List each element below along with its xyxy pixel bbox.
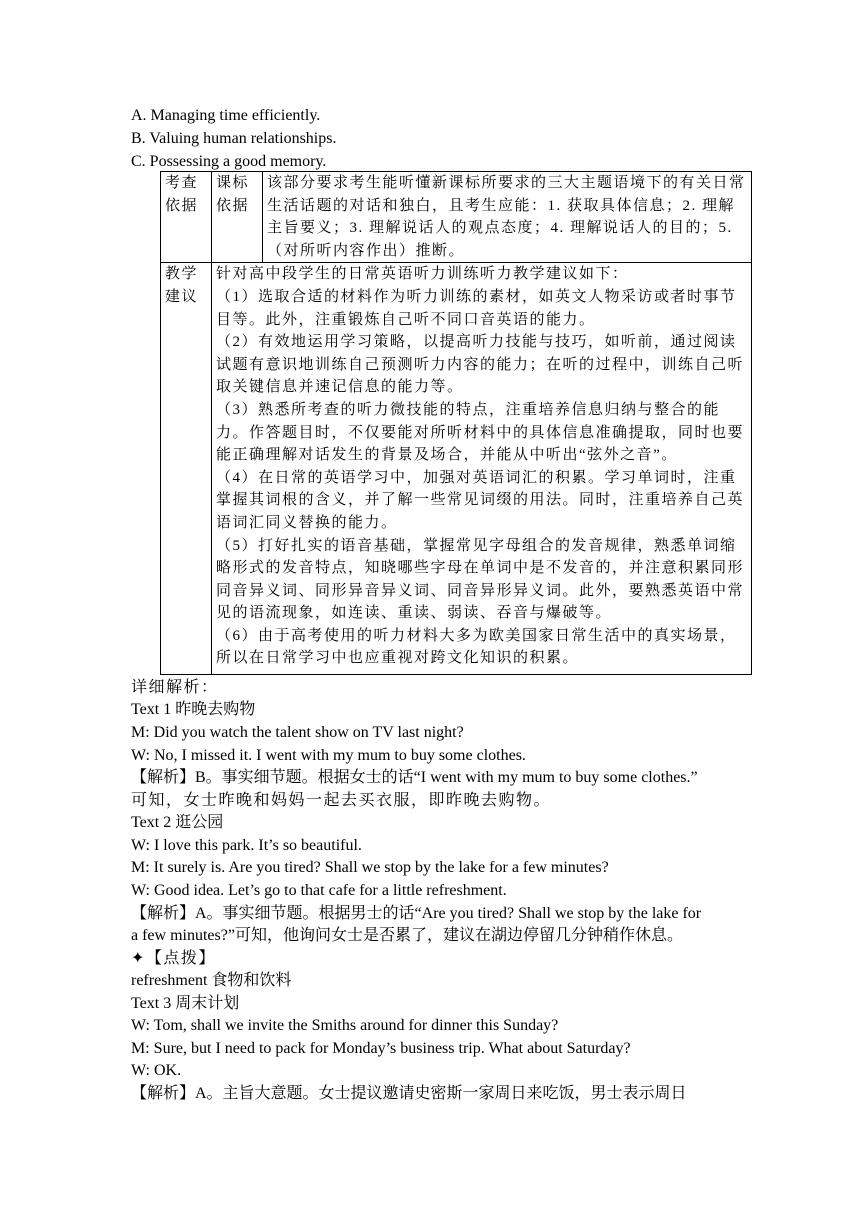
suggestion-paragraph: （1）选取合适的材料作为听力训练的素材，如英文人物采访或者时事节目等。此外，注重锻炼自己听不同口音英语的能力。 (216, 288, 737, 328)
option-a: A. Managing time efficiently. (131, 107, 321, 124)
dialogue-line: M: Did you watch the talent show on TV last night? (131, 724, 464, 741)
analysis-line: 【解析】A。主旨大意题。女士提议邀请史密斯一家周日来吃饭，男士表示周日 (131, 1085, 687, 1102)
table-content-cell (212, 263, 752, 675)
suggestion-paragraph: （5）打好扎实的语音基础，掌握常见字母组合的发音规律，熟悉单词缩略形式的发音特点，知晓哪些字母在单词中是不发音的，并注意积累同形同音异义词、同形异音异义词、同音异形异义词。此外，要熟悉英语中常见的语流现象，如连读、重读、弱读、吞音与爆破等。 (216, 537, 745, 622)
analysis-table (160, 171, 752, 675)
analysis-line: 可知，女士昨晚和妈妈一起去买衣服，即昨晚去购物。 (131, 792, 552, 809)
option-b: B. Valuing human relationships. (131, 130, 337, 147)
dialogue-line: W: Good idea. Let’s go to that cafe for a little refreshment. (131, 882, 507, 899)
text-heading: Text 2 逛公园 (131, 814, 224, 831)
dialogue-line: M: Sure, but I need to pack for Monday’s business trip. What about Saturday? (131, 1040, 631, 1057)
dialogue-line: W: OK. (131, 1062, 182, 1079)
option-c: C. Possessing a good memory. (131, 153, 327, 170)
vocab-note: refreshment 食物和饮料 (131, 972, 292, 989)
dialogue-line: W: No, I missed it. I went with my mum to buy some clothes. (131, 747, 526, 764)
dialogue-line: W: Tom, shall we invite the Smiths around for dinner this Sunday? (131, 1017, 559, 1034)
dialogue-line: M: It surely is. Are you tired? Shall we stop by the lake for a few minutes? (131, 859, 609, 876)
suggestion-paragraph: （2）有效地运用学习策略，以提高听力技能与技巧，如听前，通过阅读试题有意识地训练自己预测听力内容的能力；在听的过程中，训练自己听取关键信息并速记信息的能力等。 (216, 334, 745, 396)
analysis-line: 【解析】B。事实细节题。根据女士的话“I went with my mum to buy some clothes.” (131, 769, 698, 786)
table-header-cell: 教学建议 (161, 263, 212, 675)
table-header-cell: 考查依据 (161, 172, 212, 263)
table-header-cell: 课标依据 (212, 172, 263, 263)
suggestion-paragraph: 针对高中段学生的日常英语听力训练听力教学建议如下： (216, 266, 629, 283)
suggestion-paragraph: （3）熟悉所考查的听力微技能的特点，注重培养信息归纳与整合的能力。作答题目时，不仅要能对所听材料中的具体信息准确提取，同时也要能正确理解对话发生的背景及场合，并能从中听出“弦外之音”。 (216, 401, 745, 464)
analysis-line: 【解析】A。事实细节题。根据男士的话“Are you tired? Shall we stop by the lake for (131, 905, 702, 922)
dialogue-line: W: I love this park. It’s so beautiful. (131, 837, 362, 854)
tip-heading: ✦【点拨】 (131, 950, 216, 967)
suggestion-paragraph: （4）在日常的英语学习中，加强对英语词汇的积累。学习单词时，注重掌握其词根的含义，并了解一些常见词缀的用法。同时，注重培养自己英语词汇同义替换的能力。 (216, 469, 745, 531)
analysis-line: a few minutes?”可知，他询问女士是否累了，建议在湖边停留几分钟稍作休息。 (131, 927, 683, 944)
section-heading: 详细解析： (131, 679, 219, 696)
table-row (161, 263, 752, 675)
text-heading: Text 3 周末计划 (131, 995, 240, 1012)
table-row (161, 172, 752, 263)
table-content-cell: 该部分要求考生能听懂新课标所要求的三大主题语境下的有关日常生活话题的对话和独白，且考生应能：1. 获取具体信息；2. 理解主旨要义；3. 理解说话人的观点态度；4. 理解说话人的目的；5.（对所听内容作出）推断。 (263, 172, 752, 263)
suggestion-paragraph: （6）由于高考使用的听力材料大多为欧美国家日常生活中的真实场景，所以在日常学习中也应重视对跨文化知识的积累。 (216, 627, 737, 667)
text-heading: Text 1 昨晚去购物 (131, 701, 256, 718)
